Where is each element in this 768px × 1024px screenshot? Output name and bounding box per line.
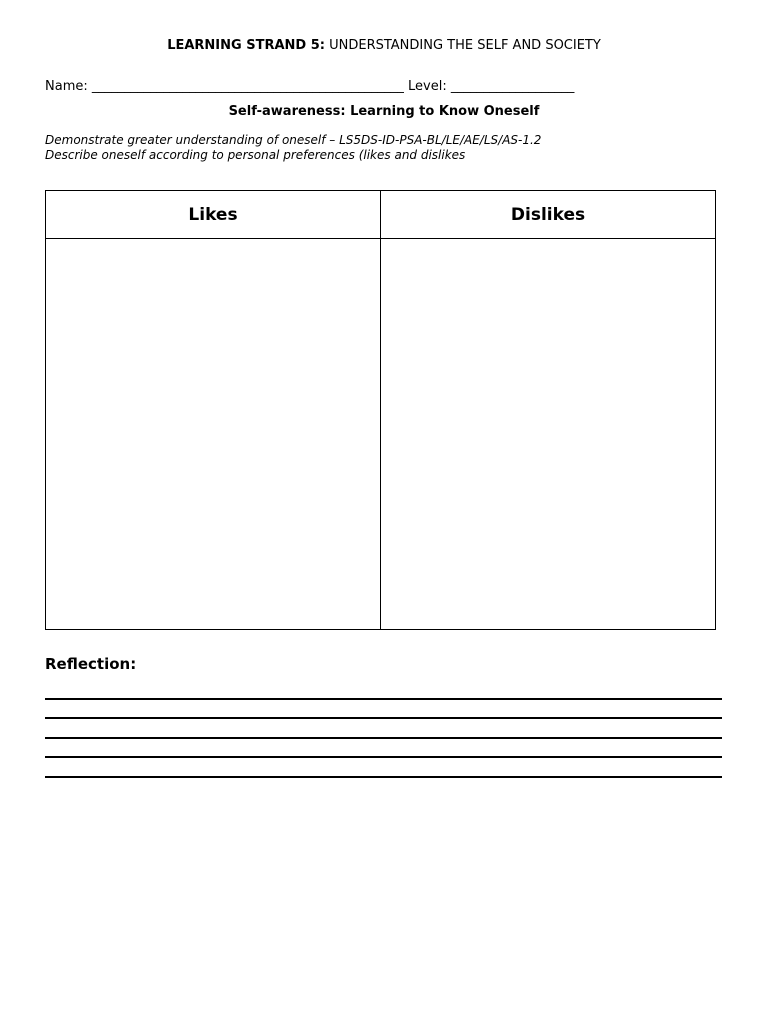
name-level-row [45,79,574,95]
reflection-line[interactable] [45,737,722,739]
level-field[interactable]: ___________________ [450,79,575,94]
reflection-line[interactable] [45,776,722,778]
strand-title: UNDERSTANDING THE SELF AND SOCIETY [324,38,601,53]
page-header [0,38,768,54]
lesson-title: Self-awareness: Learning to Know Oneself [228,104,540,119]
likes-header: Likes [46,191,381,239]
dislikes-header: Dislikes [381,191,716,239]
likes-cell[interactable] [46,239,381,630]
table-header-row [46,191,716,239]
objective-line: Demonstrate greater understanding of oneself – LS5DS-ID-PSA-BL/LE/AE/LS/AS-1.2 [45,133,542,147]
reflection-line[interactable] [45,756,722,758]
reflection-line[interactable] [45,698,722,700]
level-label: Level: [403,79,451,94]
reflection-line[interactable] [45,717,722,719]
objectives [45,133,541,163]
objective-line: Describe oneself according to personal preferences (likes and dislikes [45,148,466,162]
dislikes-cell[interactable] [381,239,716,630]
reflection-label: Reflection: [45,655,137,673]
name-field[interactable]: ________________________________________________ [91,79,404,94]
name-label: Name: [45,79,92,94]
likes-dislikes-table [45,190,716,630]
table-body-row [46,239,716,630]
strand-label: LEARNING STRAND 5: [167,38,325,53]
